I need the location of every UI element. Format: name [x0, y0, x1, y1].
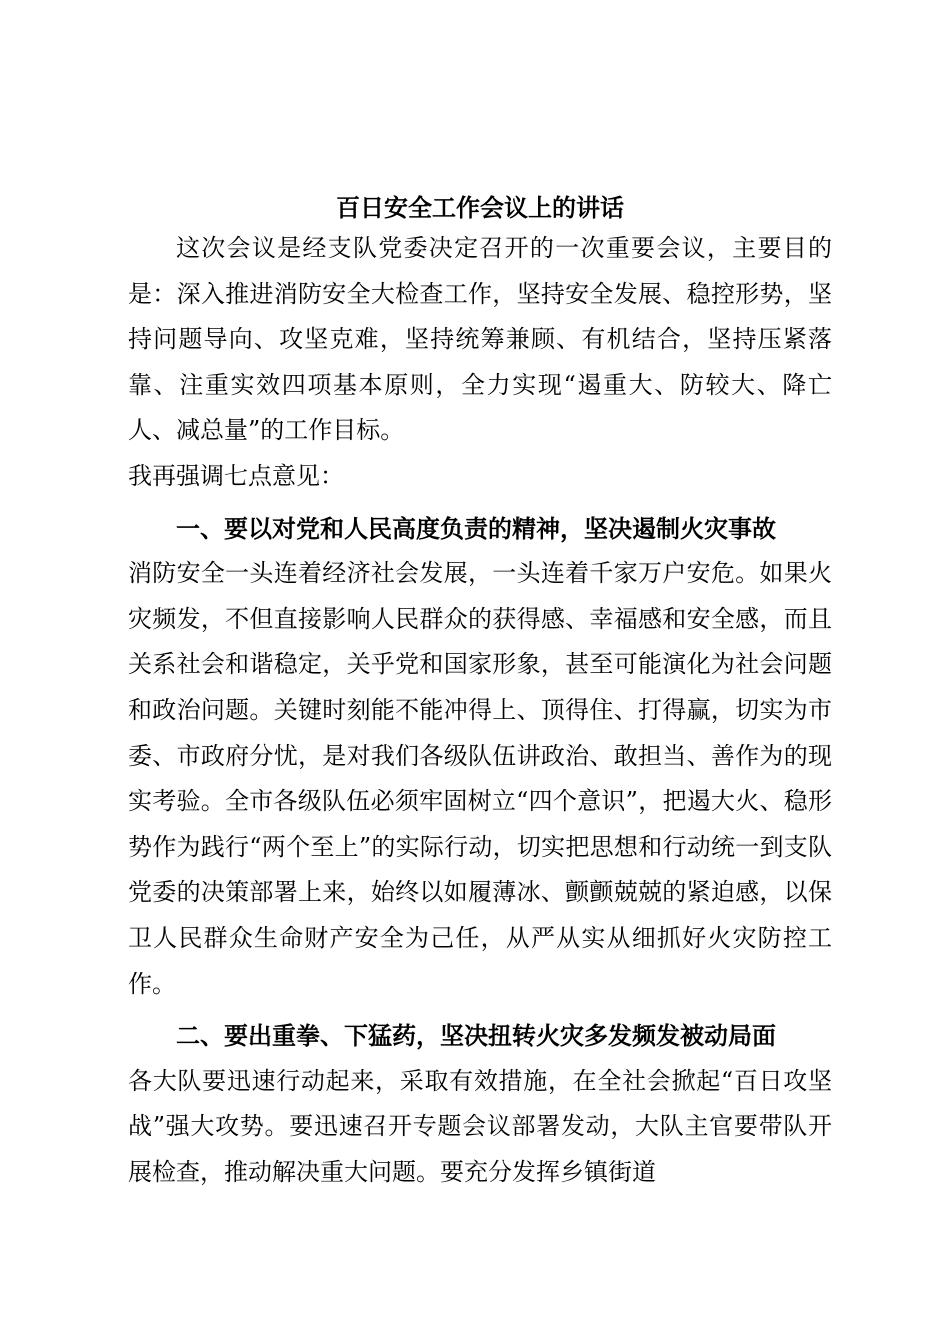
intro-paragraph: 这次会议是经支队党委决定召开的一次重要会议，主要目的是：深入推进消防安全大检查工作，坚持安全发展、稳控形势，坚持问题导向、攻坚克难，坚持统筹兼顾、有机结合，坚持压紧落靠、注重实效四项基本原则，全力实现“遏重大、防较大、降亡人、减总量”的工作目标。 — [128, 234, 832, 445]
document-title: 百日安全工作会议上的讲话 — [336, 193, 624, 222]
section-body-1: 消防安全一头连着经济社会发展，一头连着千家万户安危。如果火灾频发，不但直接影响人民群众的获得感、幸福感和安全感，而且关系社会和谐稳定，关乎党和国家形象，甚至可能演化为社会问题和政治问题。关键时刻能不能冲得上、顶得住、打得赢，切实为市委、市政府分忧，是对我们各级队伍讲政治、敢担当、善作为的现实考验。全市各级队伍必须牢固树立“四个意识”，把遏大火、稳形势作为践行“两个至上”的实际行动，切实把思想和行动统一到支队党委的决策部署上来，始终以如履薄冰、颤颤兢兢的紧迫感，以保卫人民群众生命财产安全为己任，从严从实从细抓好火灾防控工作。 — [128, 559, 832, 998]
section-heading-2: 二、要出重拳、下猛药，坚决扭转火灾多发频发被动局面 — [176, 1021, 776, 1051]
section-heading-1: 一、要以对党和人民高度负责的精神，坚决遏制火灾事故 — [176, 513, 776, 543]
lead-paragraph: 我再强调七点意见： — [128, 461, 344, 490]
document-page — [128, 190, 832, 1195]
section-body-2: 各大队要迅速行动起来，采取有效措施，在全社会掀起“百日攻坚战”强大攻势。要迅速召开专题会议部署发动，大队主官要带队开展检查，推动解决重大问题。要充分发挥乡镇街道 — [128, 1066, 832, 1186]
